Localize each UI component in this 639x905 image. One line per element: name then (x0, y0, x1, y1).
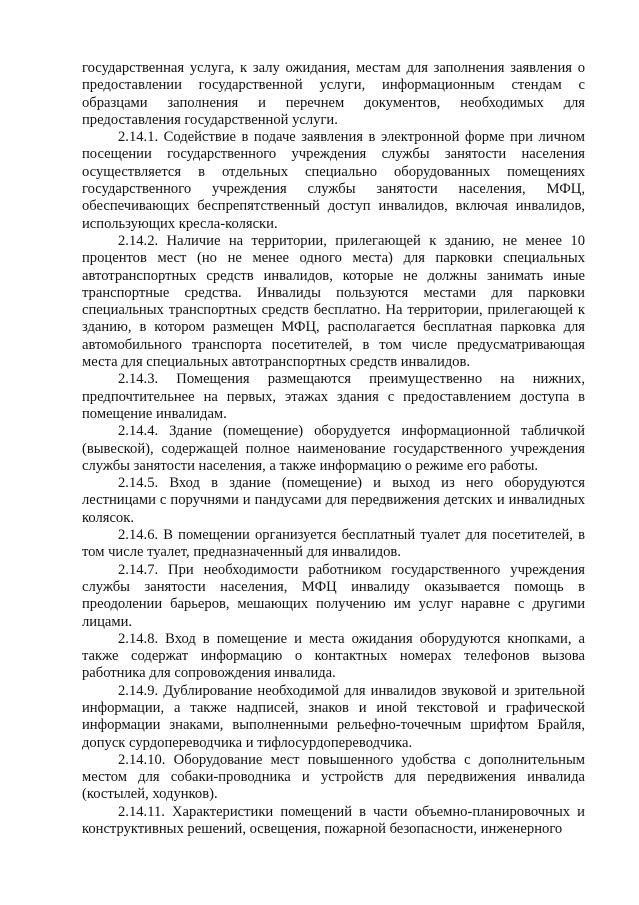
paragraph-2-14-7: 2.14.7. При необходимости работником государственного учреждения службы занятости населения, МФЦ инвалиду оказывается помощь в преодолении барьеров, мешающих получению им услуг наравне с другими лицами. (82, 561, 585, 630)
paragraph-2-14-2: 2.14.2. Наличие на территории, прилегающей к зданию, не менее 10 процентов мест (но не менее одного места) для парковки специальных автотранспортных средств инвалидов, которые не должны занимать иные транспортные средства. Инвалиды пользуются местами для парковки специальных транспортных средств бесплатно. На территории, прилегающей к зданию, в котором размещен МФЦ, располагается бесплатная парковка для автомобильного транспорта посетителей, в том числе предусматривающая места для специальных автотранспортных средств инвалидов. (82, 232, 585, 371)
paragraph-2-14-1: 2.14.1. Содействие в подаче заявления в электронной форме при личном посещении государственного учреждения службы занятости населения осуществляется в отдельных специально оборудованных помещениях государственного учреждения службы занятости населения, МФЦ, обеспечивающих беспрепятственный доступ инвалидов, включая инвалидов, использующих кресла-коляски. (82, 129, 585, 232)
paragraph-2-14-3: 2.14.3. Помещения размещаются преимущественно на нижних, предпочтительнее на первых, этажах здания с предоставлением доступа в помещение инвалидам. (82, 371, 585, 422)
paragraph-2-14-8: 2.14.8. Вход в помещение и места ожидания оборудуются кнопками, а также содержат информацию о контактных номерах телефонов вызова работника для сопровождения инвалида. (82, 630, 585, 682)
paragraph-2-14-4: 2.14.4. Здание (помещение) оборудуется информационной табличкой (вывеской), содержащей полное наименование государственного учреждения службы занятости населения, а также информацию о режиме его работы. (82, 423, 585, 474)
paragraph-2-14-9: 2.14.9. Дублирование необходимой для инвалидов звуковой и зрительной информации, а также надписей, знаков и иной текстовой и графической информации знаками, выполненными рельефно-точечным шрифтом Брайля, допуск сурдопереводчика и тифлосурдопереводчика. (82, 682, 585, 751)
paragraph-continuation: государственная услуга, к залу ожидания, местам для заполнения заявления о предоставлении государственной услуги, информационным стендам с образцами заполнения и перечнем документов, необходимых для предоставления государственной услуги. (82, 60, 585, 128)
paragraph-2-14-6: 2.14.6. В помещении организуется бесплатный туалет для посетителей, в том числе туалет, предназначенный для инвалидов. (82, 527, 585, 561)
paragraph-2-14-11: 2.14.11. Характеристики помещений в части объемно-планировочных и конструктивных решений, освещения, пожарной безопасности, инженерного (82, 803, 585, 838)
paragraph-2-14-10: 2.14.10. Оборудование мест повышенного удобства с дополнительным местом для собаки-проводника и устройств для передвижения инвалида (костылей, ходунков). (82, 751, 585, 803)
paragraph-2-14-5: 2.14.5. Вход в здание (помещение) и выход из него оборудуются лестницами с поручнями и пандусами для передвижения детских и инвалидных колясок. (82, 475, 585, 526)
